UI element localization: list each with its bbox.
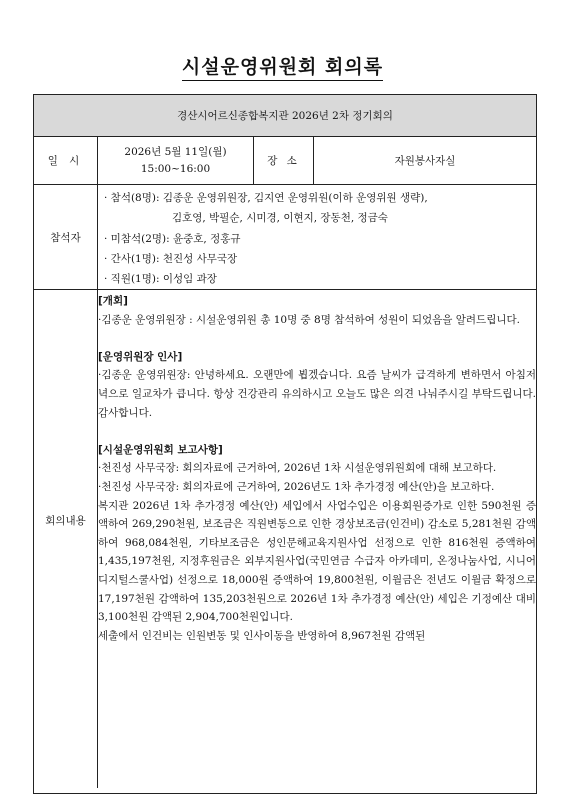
attendee-line: · 참석(8명): 김종운 운영위원장, 김지연 운영위원(이하 운영위원 생략), — [104, 192, 428, 204]
content-paragraph: 세출에서 인건비는 인원변동 및 인사이동을 반영하여 8,967천원 감액된 — [98, 629, 426, 642]
meeting-content — [98, 292, 536, 645]
content-paragraph: 복지관 2026년 1차 추가경정 예산(안) 세입에서 사업수입은 이용회원증가로 인한 590천원 증액하여 269,290천원, 보조금은 직원변동으로 인한 경상보조금(인건비) 감소로 5,281천원 감액하여 968,084천원, 기타보조금은 성인문해교육지원사업 선정으로 인한 816천원 증액하여 1,435,197천원, 지정후원금은 외부지원사업(국민연금 수급자 아카데미, 온정나눔사업, 시니어디지털스쿨사업) 선정으로 18,000원 증액하여 19,800천원, 이월금은 전년도 이월금 확정으로 17,197천원 감액하여 135,203천원으로 2026년 1차 추가경정 예산(안) 세입은 기정예산 대비 3,100천원 감액된 2,904,700천원입니다. — [98, 499, 536, 624]
section-heading: [운영위원장 인사] — [98, 350, 183, 363]
attendee-line: · 미참석(2명): 윤중호, 정홍규 — [104, 233, 241, 245]
content-paragraph: ·김종운 운영위원장: 안녕하세요. 오랜만에 뵙겠습니다. 요즘 날씨가 급격하게 변하면서 아침저녁으로 일교차가 큽니다. 항상 건강관리 유의하시고 오늘도 많은 의견 나눠주시길 부탁드립니다. 감사합니다. — [98, 369, 536, 419]
document-title: 시설운영위원회 회의록 — [0, 52, 565, 79]
date-value — [98, 137, 253, 184]
attendee-line: · 직원(1명): 이성임 과장 — [104, 273, 217, 285]
attendee-line: · 간사(1명): 천진성 사무국장 — [104, 253, 238, 265]
content-paragraph: ·천진성 사무국장: 회의자료에 근거하여, 2026년도 1차 추가경정 예산(안)을 보고하다. — [98, 480, 495, 493]
date-time: 15:00~16:00 — [140, 162, 211, 175]
attendees-label: 참석자 — [50, 231, 81, 244]
meeting-name: 경산시어르신종합복지관 2026년 2차 정기회의 — [177, 110, 393, 122]
date-day: 2026년 5월 11일(월) — [124, 145, 227, 158]
section-heading: [시설운영위원회 보고사항] — [98, 443, 223, 456]
place-value: 자원봉사자실 — [394, 155, 456, 167]
content-paragraph: ·천진성 사무국장: 회의자료에 근거하여, 2026년 1차 시설운영위원회에 대해 보고하다. — [98, 462, 497, 475]
attendee-line: 김호영, 박필순, 시미경, 이현지, 장동천, 정금숙 — [172, 212, 388, 224]
date-label: 일 시 — [47, 155, 84, 167]
meeting-name-banner — [34, 95, 536, 136]
content-paragraph: ·김종운 운영위원장 : 시설운영위원 총 10명 중 8명 참석하여 성원이 되었음을 알려드립니다. — [98, 313, 520, 326]
place-label: 장 소 — [267, 155, 300, 167]
content-label: 회의내용 — [45, 514, 86, 527]
section-heading: [개회] — [98, 295, 128, 307]
